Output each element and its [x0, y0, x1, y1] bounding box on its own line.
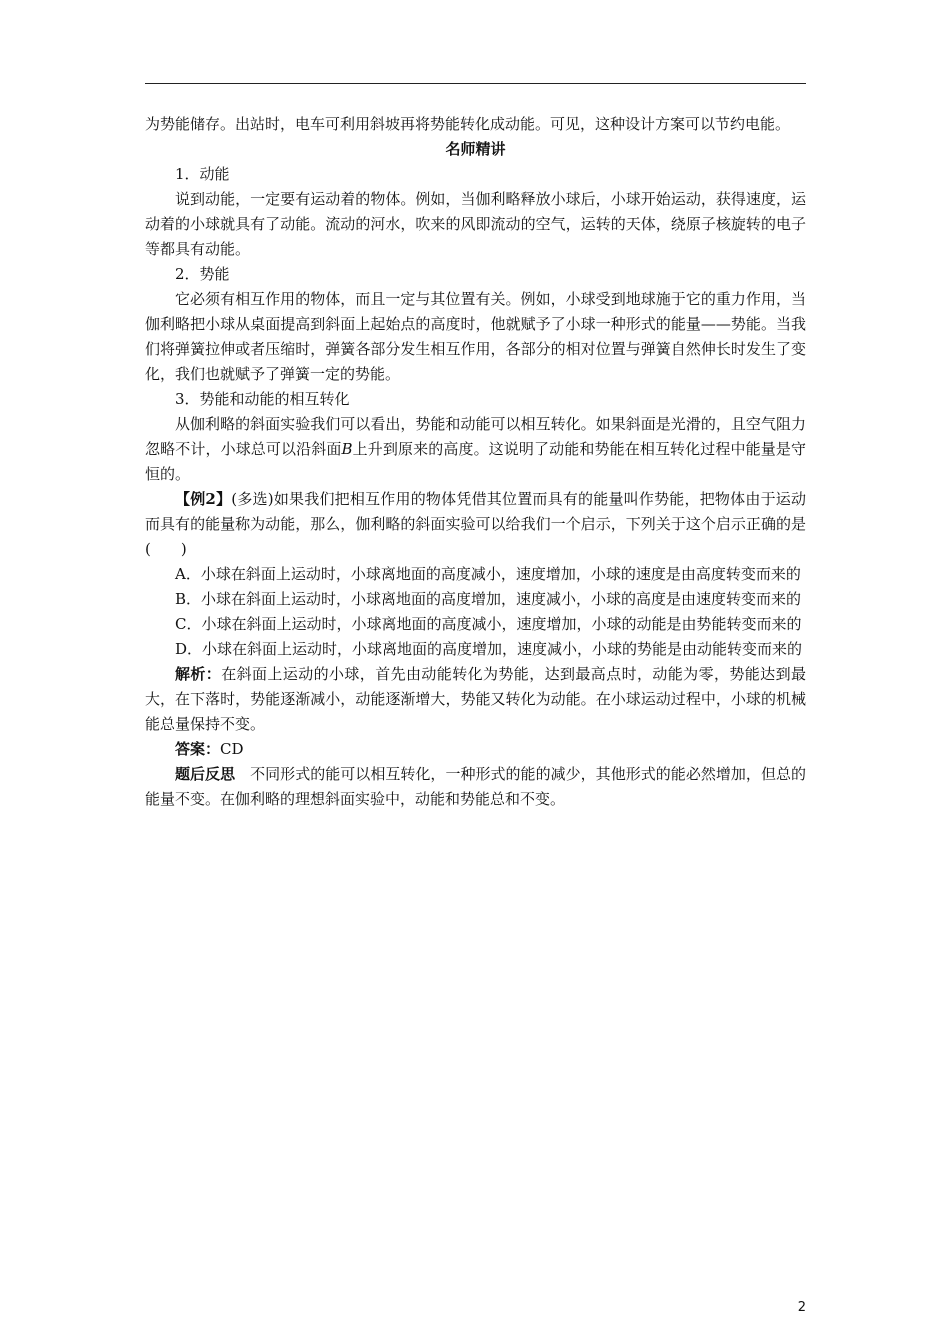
example-question [145, 487, 806, 562]
answer-paragraph [145, 737, 806, 762]
slope-label: B [341, 440, 353, 458]
heading-conversion: 3．势能和动能的相互转化 [175, 390, 350, 408]
example-label: 【例2】 [175, 490, 232, 508]
conversion-text-a: 从伽利略的斜面实验我们可以看出，势能和动能可以相互转化。如果斜面是光滑的，且空气阻力忽略不计，小球总可以沿斜面 [145, 415, 806, 458]
page-content [145, 112, 806, 812]
option-a: A．小球在斜面上运动时，小球离地面的高度减小，速度增加，小球的速度是由高度转变而来的 [175, 565, 801, 583]
option-d: D．小球在斜面上运动时，小球离地面的高度增加，速度减小，小球的势能是由动能转变而来的 [175, 640, 803, 658]
analysis-label: 解析： [175, 665, 222, 683]
header-rule [145, 83, 806, 84]
answer-text: CD [220, 740, 244, 758]
paragraph-potential: 它必须有相互作用的物体，而且一定与其位置有关。例如，小球受到地球施于它的重力作用，当伽利略把小球从桌面提高到斜面上起始点的高度时，他就赋予了小球一种形式的能量——势能。当我们将弹簧拉伸或者压缩时，弹簧各部分发生相互作用，各部分的相对位置与弹簧自然伸长时发生了变化，我们也就赋予了弹簧一定的势能。 [145, 290, 806, 383]
heading-kinetic: 1．动能 [175, 165, 230, 183]
intro-paragraph: 为势能储存。出站时，电车可利用斜坡再将势能转化成动能。可见，这种设计方案可以节约电能。 [145, 115, 791, 133]
paragraph-kinetic: 说到动能，一定要有运动着的物体。例如，当伽利略释放小球后，小球开始运动，获得速度，运动着的小球就具有了动能。流动的河水，吹来的风即流动的空气，运转的天体，绕原子核旋转的电子等都具有动能。 [145, 190, 806, 258]
page-number: 2 [797, 1300, 806, 1315]
analysis-paragraph [145, 662, 806, 737]
section-title: 名师精讲 [445, 140, 506, 158]
reflection-label: 题后反思 [175, 765, 236, 783]
heading-potential: 2．势能 [175, 265, 230, 283]
option-c: C．小球在斜面上运动时，小球离地面的高度减小，速度增加，小球的动能是由势能转变而来的 [175, 615, 802, 633]
option-b: B．小球在斜面上运动时，小球离地面的高度增加，速度减小，小球的高度是由速度转变而来的 [175, 590, 802, 608]
conversion-text-b: 上升到原来的高度。这说明了动能和势能在相互转化过程中能量是守恒的。 [145, 440, 806, 483]
reflection-text: 不同形式的能可以相互转化，一种形式的能的减少，其他形式的能必然增加，但总的能量不变。在伽利略的理想斜面实验中，动能和势能总和不变。 [145, 765, 806, 808]
reflection-paragraph [145, 762, 806, 812]
analysis-text: 在斜面上运动的小球，首先由动能转化为势能，达到最高点时，动能为零，势能达到最大，在下落时，势能逐渐减小，动能逐渐增大，势能又转化为动能。在小球运动过程中，小球的机械能总量保持不变。 [145, 665, 806, 733]
paragraph-conversion [145, 412, 806, 487]
answer-label: 答案： [175, 740, 221, 758]
example-text: (多选)如果我们把相互作用的物体凭借其位置而具有的能量叫作势能，把物体由于运动而具有的能量称为动能，那么，伽利略的斜面实验可以给我们一个启示，下列关于这个启示正确的是( ) [145, 490, 806, 558]
